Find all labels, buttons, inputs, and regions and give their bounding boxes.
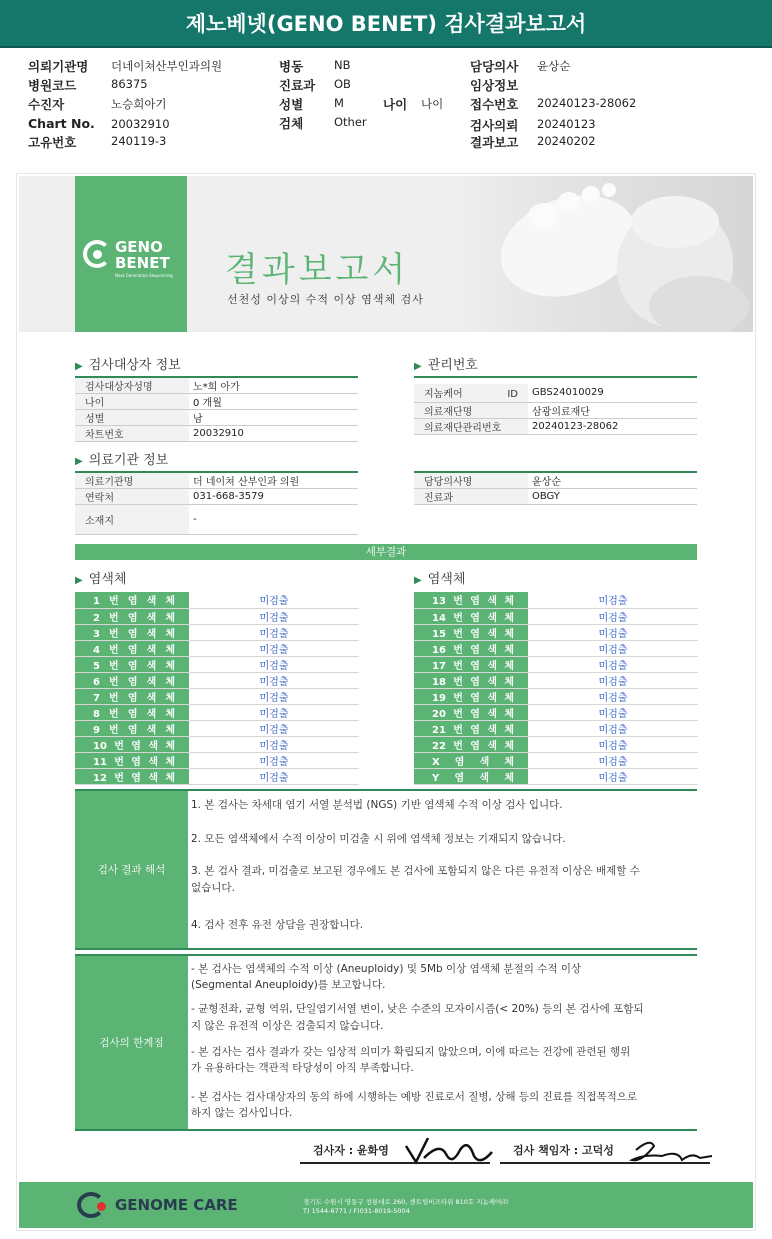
institution-name-value: 더네이쳐산부인과의원 — [111, 59, 223, 73]
table-row: 차트번호 20032910 — [75, 426, 358, 442]
table-row — [75, 624, 359, 640]
table-row: 검사대상자성명 노*희 아가 — [75, 378, 358, 394]
ward-key: 병동 — [279, 59, 304, 74]
chromosome-label: 17 번 염 색 체 — [414, 656, 528, 672]
patient-key: 수진자 — [28, 97, 65, 112]
logo-dot-icon — [97, 1202, 106, 1211]
table-row — [75, 688, 359, 704]
table-row — [414, 640, 698, 656]
report-page — [19, 176, 753, 1228]
limitations-line: 지 않은 유전적 이상은 검출되지 않습니다. — [191, 1020, 384, 1032]
chromosome-label: 12 번 염 색 체 — [75, 768, 189, 784]
chromosome-result: 미검출 — [189, 608, 359, 624]
arrow-right-icon: ▶ — [414, 575, 422, 586]
chromosome-label: 19 번 염 색 체 — [414, 688, 528, 704]
chart-no-value: 20032910 — [111, 117, 170, 131]
interpretation-line: 2. 모든 염색체에서 수적 이상이 미검출 시 위에 염색체 정보는 기재되지 않습니다. — [191, 833, 566, 845]
chromosome-result: 미검출 — [189, 592, 359, 608]
table-row — [414, 736, 698, 752]
report-date-key: 결과보고 — [470, 135, 519, 150]
chromosome-table-left — [75, 592, 359, 785]
footer-contact: T) 1544-6771 / F)031-8019-5004 — [303, 1207, 410, 1215]
table-row: 지놈케어 ID GBS24010029 — [414, 384, 697, 402]
table-row — [414, 624, 698, 640]
hero-subtitle: 선천성 이상의 수적 이상 염색체 검사 — [227, 293, 424, 306]
sex-key: 성별 — [279, 97, 304, 112]
interpretation-line: 1. 본 검사는 차세대 염기 서열 분석법 (NGS) 기반 염색체 수적 이상 검사 입니다. — [191, 799, 563, 811]
chromosome-result: 미검출 — [528, 624, 698, 640]
table-row — [75, 672, 359, 688]
chromosome-result: 미검출 — [189, 640, 359, 656]
genome-care-logo-text: GENOME CARE — [115, 1196, 238, 1214]
table-row: 의료재단명 삼광의료재단 — [414, 402, 697, 418]
table-row — [75, 768, 359, 784]
doctor-value: 윤상순 — [537, 59, 571, 73]
age-key: 나이 — [383, 97, 408, 112]
table-row — [75, 656, 359, 672]
limitations-line: 가 유용하다는 객관적 타당성이 아직 부족합니다. — [191, 1062, 414, 1074]
chromosome-label: 14 번 염 색 체 — [414, 608, 528, 624]
chromosome-result: 미검출 — [189, 656, 359, 672]
table-row — [414, 688, 698, 704]
chromosome-result: 미검출 — [528, 720, 698, 736]
hero-title: 결과보고서 — [225, 250, 410, 290]
chromosome-label: X 염 색 체 — [414, 752, 528, 768]
chromosome-label: 10 번 염 색 체 — [75, 736, 189, 752]
chromosome-label: 2 번 염 색 체 — [75, 608, 189, 624]
logo-line1: GENO — [115, 238, 163, 256]
chromosome-label: 15 번 염 색 체 — [414, 624, 528, 640]
tester-signature-mark — [400, 1132, 496, 1172]
mgmt-section-title: ▶ 관리번호 — [414, 358, 478, 373]
chromosome-label: 22 번 염 색 체 — [414, 736, 528, 752]
table-row — [414, 592, 698, 608]
doctor-key: 담당의사 — [470, 59, 519, 74]
department-value: OB — [334, 77, 351, 91]
chromosome-result: 미검출 — [528, 768, 698, 784]
limitations-body — [188, 956, 697, 1129]
interpretation-line: 3. 본 검사 결과, 미검출로 보고된 경우에도 본 검사에 포함되지 않은 다른 유전적 이상은 배제할 수 — [191, 865, 640, 877]
chromosome-label: 18 번 염 색 체 — [414, 672, 528, 688]
reception-no-value: 20240123-28062 — [537, 96, 637, 110]
report-date-value: 20240202 — [537, 134, 596, 148]
chromosome-label: 3 번 염 색 체 — [75, 624, 189, 640]
chromosome-label: 9 번 염 색 체 — [75, 720, 189, 736]
arrow-right-icon: ▶ — [414, 361, 422, 372]
mgmt-table — [414, 384, 697, 435]
supervisor-signature-label: 검사 책임자 : 고덕성 — [513, 1144, 614, 1157]
table-row — [414, 752, 698, 768]
detail-result-bar: 세부결과 — [75, 544, 697, 560]
unique-no-key: 고유번호 — [28, 135, 77, 150]
table-row: 나이 0 개월 — [75, 394, 358, 410]
table-row — [414, 720, 698, 736]
arrow-right-icon: ▶ — [75, 456, 83, 467]
limitations-line: - 본 검사는 염색체의 수적 이상 (Aneuploidy) 및 5Mb 이상 염색체 분절의 수적 이상 — [191, 963, 582, 975]
table-row: 의료재단관리번호 20240123-28062 — [414, 418, 697, 434]
chromosome-label: 13 번 염 색 체 — [414, 592, 528, 608]
chromosome-result: 미검출 — [528, 704, 698, 720]
arrow-right-icon: ▶ — [75, 575, 83, 586]
table-row: 연락처 031-668-3579 — [75, 489, 358, 505]
subject-table — [75, 378, 358, 442]
specimen-value: Other — [334, 115, 367, 129]
chromosome-result: 미검출 — [528, 672, 698, 688]
chromosome-label: 1 번 염 색 체 — [75, 592, 189, 608]
table-row — [75, 720, 359, 736]
table-row — [75, 592, 359, 608]
table-row: 소재지 - — [75, 505, 358, 535]
chromosome-result: 미검출 — [189, 720, 359, 736]
table-row — [414, 656, 698, 672]
chromosome-label: 8 번 염 색 체 — [75, 704, 189, 720]
chromosome-result: 미검출 — [528, 608, 698, 624]
department-key: 진료과 — [279, 78, 316, 93]
limitations-line: - 균형전좌, 균형 역위, 단일염기서열 변이, 낮은 수준의 모자이시즘(< 20%) 등의 본 검사에 포함되 — [191, 1003, 644, 1015]
limitations-line: 하지 않는 검사입니다. — [191, 1107, 293, 1119]
table-row — [75, 640, 359, 656]
chromosome-result: 미검출 — [189, 752, 359, 768]
ward-value: NB — [334, 58, 351, 72]
arrow-right-icon: ▶ — [75, 361, 83, 372]
table-row — [414, 768, 698, 784]
chart-no-key: Chart No. — [28, 116, 95, 131]
logo-line2: BENET — [115, 254, 170, 272]
limitations-label: 검사의 한계점 — [75, 956, 188, 1129]
logo-dot-icon — [93, 250, 102, 259]
institution-name-key: 의뢰기관명 — [28, 59, 89, 74]
chromosome-result: 미검출 — [189, 704, 359, 720]
chromosome-label: 21 번 염 색 체 — [414, 720, 528, 736]
table-row: 진료과 OBGY — [414, 489, 697, 505]
unique-no-value: 240119-3 — [111, 134, 167, 148]
interpretation-line: 없습니다. — [191, 882, 235, 894]
institution-table — [75, 473, 358, 535]
chromosome-result: 미검출 — [528, 736, 698, 752]
chromosome-label: 20 번 염 색 체 — [414, 704, 528, 720]
interpretation-line: 4. 검사 전후 유전 상담을 권장합니다. — [191, 919, 364, 931]
clinical-info-key: 임상정보 — [470, 78, 519, 93]
interpretation-box — [75, 789, 697, 950]
table-row — [414, 608, 698, 624]
institution-section-title: ▶ 의료기관 정보 — [75, 453, 169, 468]
specimen-key: 검체 — [279, 116, 304, 131]
limitations-line: - 본 검사는 검사 결과가 갖는 임상적 의미가 확립되지 않았으며, 이에 따르는 건강에 관련된 행위 — [191, 1046, 631, 1058]
chromosome-result: 미검출 — [189, 736, 359, 752]
chromosome-left-title: ▶ 염색체 — [75, 572, 127, 587]
chromosome-result: 미검출 — [528, 656, 698, 672]
limitations-line: (Segmental Aneuploidy)를 보고합니다. — [191, 979, 386, 991]
chromosome-result: 미검출 — [528, 688, 698, 704]
chromosome-label: 7 번 염 색 체 — [75, 688, 189, 704]
tester-signature-label: 검사자 : 윤화영 — [313, 1144, 389, 1157]
chromosome-right-title: ▶ 염색체 — [414, 572, 466, 587]
table-row — [414, 704, 698, 720]
chromosome-label: 4 번 염 색 체 — [75, 640, 189, 656]
chromosome-result: 미검출 — [189, 688, 359, 704]
age-value: 나이 — [421, 97, 444, 111]
footer-bar — [19, 1182, 753, 1228]
hospital-code-key: 병원코드 — [28, 78, 77, 93]
reception-no-key: 접수번호 — [470, 97, 519, 112]
interpretation-label: 검사 결과 해석 — [75, 791, 188, 948]
doctor-table — [414, 473, 697, 505]
report-title-banner: 제노베넷(GENO BENET) 검사결과보고서 — [0, 0, 772, 48]
logo-tagline: Next Generation Sequencing — [115, 273, 173, 278]
table-row — [75, 752, 359, 768]
table-row: 담당의사명 윤상순 — [414, 473, 697, 489]
table-row — [75, 608, 359, 624]
hospital-code-value: 86375 — [111, 77, 148, 91]
request-date-key: 검사의뢰 — [470, 118, 519, 133]
chromosome-table-right — [414, 592, 698, 785]
chromosome-result: 미검출 — [528, 752, 698, 768]
limitations-line: - 본 검사는 검사대상자의 동의 하에 시행하는 예방 진료로서 질병, 상해 등의 진료를 직접목적으로 — [191, 1091, 638, 1103]
footer-address: 경기도 수원시 영통구 창룡대로 260, 센트럴비즈타워 810호 지놈케어㈜ — [303, 1198, 508, 1206]
interpretation-body — [188, 791, 697, 948]
report-hero — [19, 176, 753, 332]
table-row: 의료기관명 더 네이쳐 산부인과 의원 — [75, 473, 358, 489]
limitations-box — [75, 954, 697, 1131]
table-row — [75, 704, 359, 720]
chromosome-label: Y 염 색 체 — [414, 768, 528, 784]
table-row — [75, 736, 359, 752]
chromosome-label: 16 번 염 색 체 — [414, 640, 528, 656]
table-row — [414, 672, 698, 688]
request-date-value: 20240123 — [537, 117, 596, 131]
chromosome-label: 11 번 염 색 체 — [75, 752, 189, 768]
chromosome-result: 미검출 — [528, 640, 698, 656]
table-row: 성별 남 — [75, 410, 358, 426]
chromosome-label: 6 번 염 색 체 — [75, 672, 189, 688]
chromosome-result: 미검출 — [189, 624, 359, 640]
supervisor-signature-mark — [622, 1132, 718, 1172]
subject-section-title: ▶ 검사대상자 정보 — [75, 358, 181, 373]
chromosome-label: 5 번 염 색 체 — [75, 656, 189, 672]
chromosome-result: 미검출 — [189, 672, 359, 688]
patient-value: 노승희아기 — [111, 97, 167, 111]
baby-feet-image — [449, 176, 753, 332]
mgmt-topline — [414, 376, 697, 378]
chromosome-result: 미검출 — [189, 768, 359, 784]
sex-value: M — [334, 96, 344, 110]
chromosome-result: 미검출 — [528, 592, 698, 608]
